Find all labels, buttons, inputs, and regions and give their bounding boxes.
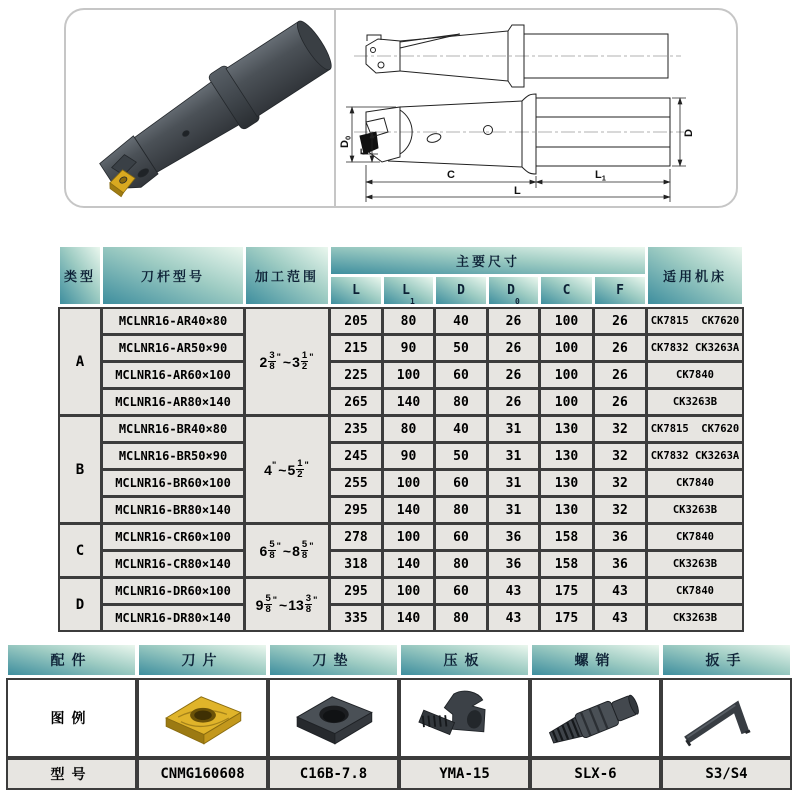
model-cell: MCLNR16-CR60×100 [103, 525, 243, 549]
dim-value-cell: 100 [541, 390, 592, 414]
dim-value-cell: 130 [541, 444, 592, 468]
range-fraction [305, 594, 312, 615]
dim-value-cell: 175 [541, 606, 592, 630]
acc-model-cell [139, 760, 266, 788]
dim-value-cell: 36 [595, 525, 645, 549]
dim-value-cell: 26 [489, 363, 538, 387]
main-table-header [60, 247, 742, 304]
col-header-dims-group: 主要尺寸 [331, 247, 645, 274]
fraction-denominator: 8 [269, 550, 275, 561]
dim-value-cell: 36 [489, 525, 538, 549]
range-fraction [268, 540, 275, 561]
col-header-model: 刀杆型号 [103, 247, 243, 304]
dim-value-cell: 100 [384, 579, 433, 603]
model-label: 型号 [50, 766, 93, 782]
range-tilde: ~ [279, 596, 288, 613]
dim-value-cell: 32 [595, 471, 645, 495]
dim-value-cell: 235 [331, 417, 381, 441]
model-cell: MCLNR16-AR80×140 [103, 390, 243, 414]
accessory-model: SLX-6 [574, 766, 617, 782]
fraction-denominator: 8 [301, 550, 308, 561]
dim-value-cell: 175 [541, 579, 592, 603]
dim-value-cell: 295 [331, 579, 381, 603]
dim-value-cell: 140 [384, 498, 433, 522]
acc-model-cell [663, 760, 790, 788]
fraction-denominator: 8 [269, 361, 275, 372]
machine-cell: CK7832 CK3263A [648, 336, 742, 360]
dimension-drawing [336, 10, 736, 206]
range-cell [246, 417, 328, 522]
inch-mark: " [271, 459, 277, 470]
inch-mark: " [276, 351, 281, 362]
dim-value-cell: 31 [489, 498, 538, 522]
acc-icon-cell [663, 680, 790, 756]
type-cell: C [60, 525, 100, 576]
machine-cell: CK7832 CK3263A [648, 444, 742, 468]
dim-value-cell: 40 [436, 417, 486, 441]
dim-value-cell: 80 [436, 390, 486, 414]
accessory-model: S3/S4 [705, 766, 748, 782]
dim-value-cell: 31 [489, 471, 538, 495]
col-header-dim-c: C [541, 277, 592, 304]
range-fraction [264, 594, 271, 615]
illustration-label: 图例 [50, 710, 93, 726]
dim-label-l: L [514, 185, 521, 197]
col-header-machines: 适用机床 [648, 247, 742, 304]
insert-icon [147, 683, 259, 753]
dim-value-cell: 318 [331, 552, 381, 576]
acc-header-screw-pin: 螺销 [532, 645, 659, 675]
model-cell: MCLNR16-CR80×140 [103, 552, 243, 576]
dim-label-d0: $D_0$ [339, 135, 353, 148]
dim-value-cell: 130 [541, 498, 592, 522]
fraction-numerator: 3 [269, 350, 275, 362]
dim-value-cell: 100 [541, 309, 592, 333]
model-cell: MCLNR16-BR40×80 [103, 417, 243, 441]
dim-value-cell: 50 [436, 336, 486, 360]
fraction-denominator: 2 [297, 469, 303, 480]
col-header-dim-f: F [595, 277, 645, 304]
dim-value-cell: 90 [384, 444, 433, 468]
range-whole: 4 [264, 461, 272, 478]
fraction-numerator: 5 [301, 539, 308, 551]
col-header-dim-d: D [436, 277, 486, 304]
dim-value-cell: 26 [595, 390, 645, 414]
screw-pin-icon [540, 683, 652, 753]
col-header-dim-d0: D 0 [489, 277, 538, 304]
shim-icon [278, 683, 390, 753]
dim-value-cell: 278 [331, 525, 381, 549]
accessory-model: C16B-7.8 [299, 766, 368, 782]
dim-value-cell: 80 [436, 606, 486, 630]
dim-value-cell: 50 [436, 444, 486, 468]
dim-value-cell: 100 [541, 363, 592, 387]
model-cell: MCLNR16-BR50×90 [103, 444, 243, 468]
machine-cell: CK7840 [648, 525, 742, 549]
range-tilde: ~ [282, 542, 292, 559]
col-header-range: 加工范围 [246, 247, 328, 304]
accessories-table-header [8, 645, 790, 675]
machine-cell: CK7840 [648, 363, 742, 387]
accessories-table [6, 678, 792, 790]
dim-value-cell: 36 [595, 552, 645, 576]
type-cell: A [60, 309, 100, 414]
range-cell [246, 579, 328, 630]
range-fraction [301, 351, 308, 372]
type-cell: D [60, 579, 100, 630]
tool-3d-photo [66, 10, 336, 206]
range-tilde: ~ [282, 353, 292, 370]
range-whole: 6 [259, 542, 268, 559]
col-header-dim-l: L [331, 277, 381, 304]
dim-label-d: D [683, 129, 695, 137]
accessory-model: CNMG160608 [160, 766, 245, 782]
fraction-denominator: 2 [301, 361, 308, 372]
acc-model-cell [532, 760, 659, 788]
dim-label-c: C [447, 169, 455, 181]
acc-icon-cell [532, 680, 659, 756]
dim-value-cell: 26 [489, 309, 538, 333]
model-cell: MCLNR16-BR60×100 [103, 471, 243, 495]
inch-mark: " [304, 459, 309, 470]
dim-value-cell: 60 [436, 579, 486, 603]
tool-3d-render [66, 10, 334, 206]
dim-value-cell: 158 [541, 525, 592, 549]
inch-mark: " [272, 594, 278, 605]
range-fraction [268, 351, 275, 372]
range-whole: 5 [287, 461, 296, 478]
dim-label-f: F [359, 148, 371, 155]
dim-value-cell: 140 [384, 390, 433, 414]
main-spec-table [58, 307, 744, 632]
range-whole: 2 [259, 353, 268, 370]
inch-mark: " [313, 594, 318, 605]
range-fraction [296, 459, 303, 480]
model-cell: MCLNR16-DR60×100 [103, 579, 243, 603]
model-cell: MCLNR16-BR80×140 [103, 498, 243, 522]
acc-header-shim: 刀垫 [270, 645, 397, 675]
acc-icon-cell [270, 680, 397, 756]
dim-value-cell: 80 [436, 552, 486, 576]
machine-cell: CK7815 CK7620 [648, 309, 742, 333]
range-whole: 3 [292, 353, 300, 370]
dim-value-cell: 100 [541, 336, 592, 360]
dim-label-l1: $L_1$ [595, 169, 606, 183]
dim-value-cell: 43 [595, 606, 645, 630]
dim-value-cell: 26 [595, 363, 645, 387]
acc-header-insert: 刀片 [139, 645, 266, 675]
col-header-type: 类型 [60, 247, 100, 304]
acc-icon-cell [139, 680, 266, 756]
fraction-denominator: 8 [305, 604, 312, 615]
acc-icon-cell [401, 680, 528, 756]
dim-subscript: 1 [410, 297, 415, 306]
machine-cell: CK7840 [648, 471, 742, 495]
fraction-numerator: 5 [265, 593, 271, 605]
dim-value-cell: 60 [436, 363, 486, 387]
machine-cell: CK7815 CK7620 [648, 417, 742, 441]
top-illustration-panel [64, 8, 738, 208]
acc-header-accessory: 配件 [8, 645, 135, 675]
dim-value-cell: 130 [541, 471, 592, 495]
dim-value-cell: 60 [436, 471, 486, 495]
dim-value-cell: 40 [436, 309, 486, 333]
dim-value-cell: 215 [331, 336, 381, 360]
model-cell: MCLNR16-AR60×100 [103, 363, 243, 387]
dim-value-cell: 26 [489, 336, 538, 360]
acc-row-label-model [8, 760, 135, 788]
dim-value-cell: 43 [595, 579, 645, 603]
machine-cell: CK3263B [648, 498, 742, 522]
inch-mark: " [276, 540, 281, 551]
fraction-numerator: 1 [301, 350, 308, 362]
acc-header-wrench: 扳手 [663, 645, 790, 675]
dim-value-cell: 245 [331, 444, 381, 468]
dim-value-cell: 32 [595, 417, 645, 441]
dim-value-cell: 140 [384, 606, 433, 630]
dim-value-cell: 255 [331, 471, 381, 495]
col-header-dim-l1: L 1 [384, 277, 433, 304]
range-whole: 8 [292, 542, 300, 559]
acc-model-cell [401, 760, 528, 788]
machine-cell: CK3263B [648, 606, 742, 630]
acc-header-clamp: 压板 [401, 645, 528, 675]
fraction-numerator: 3 [305, 593, 312, 605]
dim-value-cell: 90 [384, 336, 433, 360]
dim-value-cell: 100 [384, 363, 433, 387]
dim-value-cell: 32 [595, 444, 645, 468]
range-cell [246, 309, 328, 414]
dim-subscript: 0 [515, 297, 520, 306]
dim-value-cell: 26 [489, 390, 538, 414]
range-whole: 13 [288, 596, 304, 613]
dim-value-cell: 295 [331, 498, 381, 522]
fraction-numerator: 5 [269, 539, 275, 551]
fraction-numerator: 1 [297, 458, 303, 470]
dim-value-cell: 36 [489, 552, 538, 576]
dim-value-cell: 60 [436, 525, 486, 549]
acc-model-cell [270, 760, 397, 788]
dim-value-cell: 26 [595, 309, 645, 333]
machine-cell: CK3263B [648, 390, 742, 414]
dim-value-cell: 140 [384, 552, 433, 576]
range-fraction [301, 540, 308, 561]
dim-value-cell: 265 [331, 390, 381, 414]
dim-value-cell: 158 [541, 552, 592, 576]
type-cell: B [60, 417, 100, 522]
dim-value-cell: 80 [436, 498, 486, 522]
model-cell: MCLNR16-AR40×80 [103, 309, 243, 333]
dim-value-cell: 130 [541, 417, 592, 441]
dim-value-cell: 31 [489, 417, 538, 441]
dim-value-cell: 335 [331, 606, 381, 630]
dim-value-cell: 225 [331, 363, 381, 387]
accessory-model: YMA-15 [439, 766, 490, 782]
model-cell: MCLNR16-DR80×140 [103, 606, 243, 630]
dim-value-cell: 31 [489, 444, 538, 468]
acc-row-label-illustration [8, 680, 135, 756]
model-cell: MCLNR16-AR50×90 [103, 336, 243, 360]
dim-value-cell: 43 [489, 579, 538, 603]
wrench-icon [671, 683, 783, 753]
clamp-icon [409, 683, 521, 753]
dim-value-cell: 100 [384, 525, 433, 549]
dim-value-cell: 80 [384, 309, 433, 333]
fraction-denominator: 8 [265, 604, 271, 615]
range-cell [246, 525, 328, 576]
dim-value-cell: 32 [595, 498, 645, 522]
range-tilde: ~ [278, 461, 287, 478]
range-whole: 9 [255, 596, 264, 613]
dim-value-cell: 205 [331, 309, 381, 333]
dim-value-cell: 80 [384, 417, 433, 441]
dim-value-cell: 26 [595, 336, 645, 360]
inch-mark: " [309, 351, 314, 362]
inch-mark: " [309, 540, 314, 551]
machine-cell: CK7840 [648, 579, 742, 603]
dim-value-cell: 43 [489, 606, 538, 630]
machine-cell: CK3263B [648, 552, 742, 576]
dim-value-cell: 100 [384, 471, 433, 495]
tool-dimension-drawing [336, 10, 736, 206]
